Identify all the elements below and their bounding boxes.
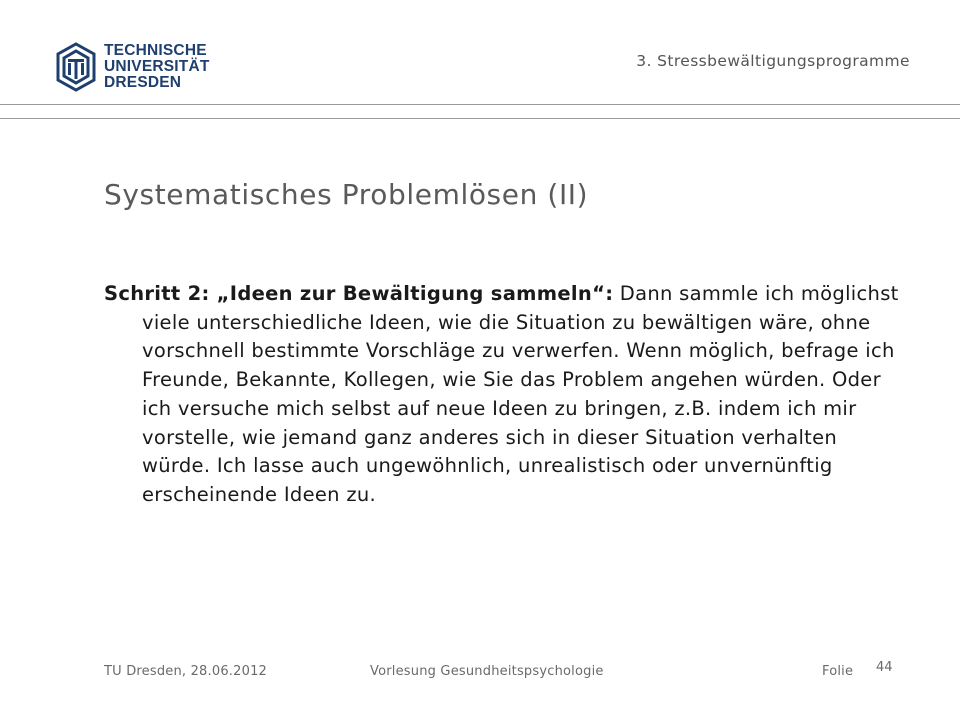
slide-body bbox=[104, 280, 902, 510]
step-label: Schritt 2: „Ideen zur Bewältigung sammeln“: bbox=[104, 282, 614, 305]
slide-title: Systematisches Problemlösen (II) bbox=[104, 178, 589, 211]
tu-dresden-emblem-icon bbox=[54, 42, 98, 92]
footer-lecture: Vorlesung Gesundheitspsychologie bbox=[370, 664, 604, 679]
slide-number: 44 bbox=[876, 660, 893, 675]
header-divider bbox=[0, 104, 960, 105]
footer-folie-label: Folie bbox=[822, 664, 854, 679]
step-text: Dann sammle ich möglichst viele unterschiedliche Ideen, wie die Situation zu bewältigen wäre, ohne vorschnell bestimmte Vorschläge zu verwerfen. Wenn möglich, befrage ich Freunde, Bekannte, Kollegen, wie Sie das Problem angehen würden. Oder ich versuche mich selbst auf neue Ideen zu bringen, z.B. indem ich mir vorstelle, wie jemand ganz anderes sich in dieser Situation verhalten würde. Ich lasse auch ungewöhnlich, unrealistisch oder unvernünftig erscheinende Ideen zu. bbox=[142, 282, 899, 506]
header-divider-secondary bbox=[0, 118, 960, 119]
section-label: 3. Stressbewältigungsprogramme bbox=[636, 52, 910, 70]
logo-line-1: TECHNISCHE bbox=[104, 42, 207, 59]
logo-line-2: UNIVERSITÄT bbox=[104, 58, 210, 75]
logo-line-3: DRESDEN bbox=[104, 74, 182, 91]
footer-institution-date: TU Dresden, 28.06.2012 bbox=[104, 664, 268, 679]
